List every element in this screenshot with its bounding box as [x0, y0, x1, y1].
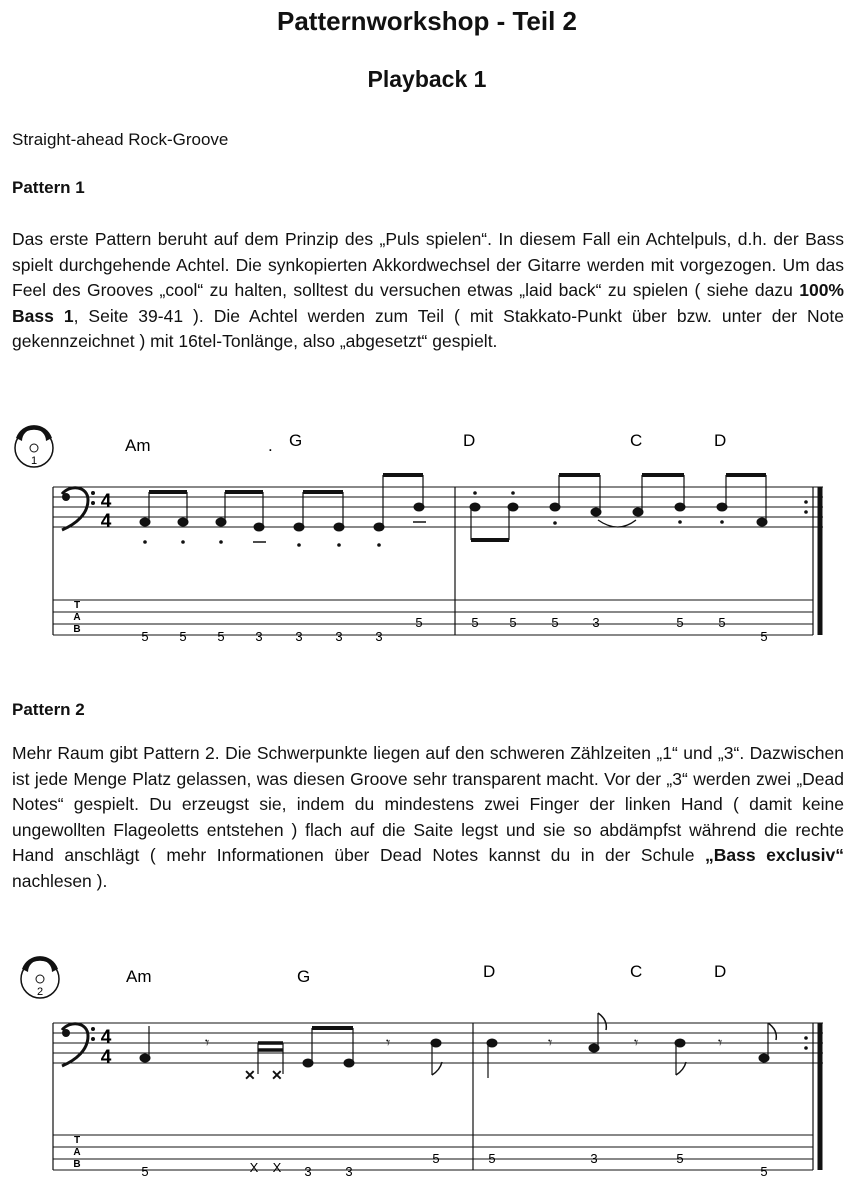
tab-number: 3: [255, 629, 263, 644]
tab-letter: B: [73, 1159, 81, 1170]
chord-symbol: D: [463, 431, 476, 450]
tab-number: 3: [592, 615, 600, 630]
pattern1-text-bold: 100% Bass 1: [12, 280, 844, 326]
time-signature-bottom: 4: [100, 511, 112, 532]
time-signature-top: 4: [100, 491, 112, 512]
tab-number: 5: [141, 1164, 149, 1179]
repeat-dot: [804, 1036, 808, 1040]
tab-number: X: [272, 1160, 282, 1175]
tab-letter: T: [73, 1135, 81, 1146]
time-signature-top: 4: [100, 1027, 112, 1048]
pattern1-text-a: Das erste Pattern beruht auf dem Prinzip des „Puls spielen“. In diesem Fall ein Achtelpuls, d.h. der Bass spielt durchgehende Achtel. Die synkopierten Akkordwechsel der Gitarre werden mit vorgezogen. Um das Feel des Grooves „cool“ zu halten, solltest du versuchen etwas „laid back“ zu spielen ( siehe dazu: [12, 229, 844, 300]
tab-number: X: [249, 1160, 259, 1175]
tab-letter: A: [73, 1147, 81, 1158]
pattern2-heading: Pattern 2: [12, 700, 85, 719]
rest-symbol: 𝄾: [548, 1035, 553, 1052]
chord-dot: .: [268, 436, 273, 455]
chord-symbol: G: [297, 967, 311, 986]
tab-number: 5: [415, 615, 423, 630]
tab-number: 5: [718, 615, 726, 630]
chord-symbol: D: [714, 431, 727, 450]
tab-number: 5: [141, 629, 149, 644]
tab-number: 3: [590, 1151, 598, 1166]
chord-symbol: D: [714, 962, 727, 981]
tab-number: 3: [345, 1164, 353, 1179]
tab-number: 5: [488, 1151, 496, 1166]
tab-number: 5: [509, 615, 517, 630]
tab-number: 3: [304, 1164, 312, 1179]
cd-label: CD: [27, 432, 41, 442]
repeat-dot: [804, 1046, 808, 1050]
chord-symbol: C: [630, 431, 643, 450]
tab-number: 5: [760, 629, 768, 644]
tab-number: 5: [760, 1164, 768, 1179]
rest-symbol: 𝄾: [386, 1035, 391, 1052]
rest-symbol: 𝄾: [634, 1035, 639, 1052]
tab-number: 5: [676, 1151, 684, 1166]
dead-note-x: ✕: [244, 1067, 256, 1083]
tab-number: 5: [179, 629, 187, 644]
rest-symbol: 𝄾: [718, 1035, 723, 1052]
tab-letter: B: [73, 624, 81, 635]
pattern2-text-a: Mehr Raum gibt Pattern 2. Die Schwerpunkte liegen auf den schweren Zählzeiten „1“ und „3“. Dazwischen ist jede Menge Platz gelassen, was diesen Groove sehr transparent macht. Vor der „3“ werden zwei „Dead Notes“ gespielt. Du erzeugst sie, indem du mindestens zwei Finger der linken Hand ( damit keine ungewollten Flageoletts entstehen ) flach auf die Saite legst und sie so abdämpfst während die rechte Hand anschlägt ( mehr Informationen über Dead Notes kannst du in der Schule: [12, 743, 844, 865]
time-signature-bottom: 4: [100, 1047, 112, 1068]
tab-number: 3: [375, 629, 383, 644]
cd-track-number: 2: [36, 986, 44, 998]
rest-symbol: 𝄾: [205, 1035, 210, 1052]
tab-number: 5: [217, 629, 225, 644]
page-subtitle: Playback 1: [367, 66, 487, 92]
tab-number: 5: [471, 615, 479, 630]
tab-numbers: [141, 1151, 767, 1179]
pattern1-heading: Pattern 1: [12, 178, 85, 197]
chord-symbol: C: [630, 962, 643, 981]
intro-text: Straight-ahead Rock-Groove: [12, 130, 229, 149]
chord-symbol: D: [483, 962, 496, 981]
page-title: Patternworkshop - Teil 2: [276, 6, 577, 36]
tab-number: 5: [676, 615, 684, 630]
cd-icon: [21, 956, 59, 998]
dead-note-x: ✕: [271, 1067, 283, 1083]
chord-symbol: Am: [125, 436, 151, 455]
tab-number: 3: [335, 629, 343, 644]
pattern1-text-b: , Seite 39-41 ). Die Achtel werden zum Teil ( mit Stakkato-Punkt über bzw. unter der Note gekennzeichnet ) mit 16tel-Tonlänge, also „abgesetzt“ gespielt.: [12, 305, 844, 351]
chord-symbol: G: [289, 431, 303, 450]
tab-number: 3: [295, 629, 303, 644]
tab-letter: A: [73, 612, 81, 623]
tab-number: 5: [551, 615, 559, 630]
bass-clef-icon: [62, 1024, 95, 1066]
pattern2-text-b: nachlesen ).: [12, 870, 108, 891]
pattern2-text-bold: „Bass exclusiv“: [705, 845, 845, 865]
chord-symbol: Am: [126, 967, 152, 986]
tab-letter: T: [73, 600, 81, 611]
cd-label: CD: [33, 963, 47, 973]
tab-number: 5: [432, 1151, 440, 1166]
cd-track-number: 1: [30, 455, 38, 467]
